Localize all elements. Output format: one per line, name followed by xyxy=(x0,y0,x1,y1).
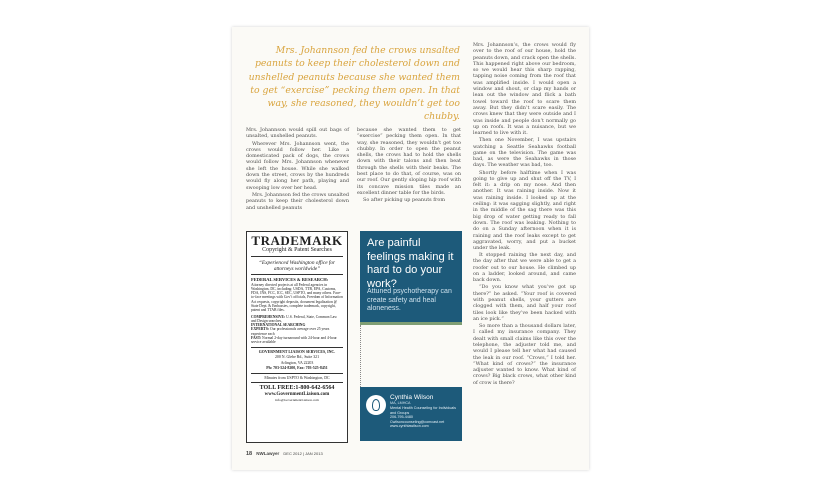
paragraph: Mrs. Johannson fed the crows unsalted peanuts to keep their cholesterol down and unshelled peanuts xyxy=(246,191,349,211)
counselor-contact xyxy=(390,406,460,429)
page-number: 18 xyxy=(246,451,253,457)
page-footer xyxy=(246,451,323,457)
paragraph: Mrs. Johannson would spill out bags of unsalted, unshelled peanuts. xyxy=(246,127,349,140)
article-column-3 xyxy=(473,42,576,387)
ad-headline: Are painful feelings making it hard to do your work? xyxy=(367,237,454,290)
ad-tagline: “Experienced Washington office for attorneys worldwide” xyxy=(258,260,336,272)
fast-label: FAST: xyxy=(251,336,262,341)
toll-free-number: TOLL FREE:1-800-642-6564 xyxy=(259,385,335,392)
counseling-logo-icon xyxy=(366,395,386,415)
counselor-name: Cynthia Wilson xyxy=(390,394,434,401)
experts-text xyxy=(251,327,343,336)
international-label: INTERNATIONAL SEARCHING xyxy=(251,323,306,328)
section-text: Attorney directed projects at all Federal agencies in Washington, DC, including: USDA, TTB, EPA, Customs, FDA, INS, FCC, ICC, SEC, USPTO, and many others. Face-to-face meetings with Gov’t officials, Freedom of Information Act requests, copyright deposits, document legalization @ State Dept. & Embassies, complete trademark, copyright, patent and TTAB files. xyxy=(251,282,343,313)
paragraph: Wherever Mrs. Johannson went, the crows would follow her. Like a domesticated pack of dogs, the crows would follow Mrs. Johannson whenever she left the house. While she walked down the street, crows by the hundreds would fly along her path, playing and swooping low over her head. xyxy=(246,140,349,191)
counselor-credentials: MA, LMHCA xyxy=(390,401,411,405)
ad-website: www.GovernmentLiaison.com xyxy=(264,392,330,398)
section-heading: FEDERAL SERVICES & RESEARCH: xyxy=(251,277,329,282)
paragraph: because she wanted them to get “exercise” pecking them open. In that way, she reasoned, they wouldn’t get too chubby. In order to open the peanut shells, the crows had to hold the shells down with their talons and then beat through the shells with their beaks. The best place to do that, of course, was on our roof. Our gently sloping hip roof with its concave mission tiles made an excellent dinner table for the birds. xyxy=(357,127,461,196)
paragraph: “Do you know what you’ve got up there?” he asked. “Your roof is covered with peanut shells, your gutters are clogged with them, and half your roof tiles look like they’ve been hacked with an ice pick.” xyxy=(473,284,576,322)
magazine-page xyxy=(232,27,589,470)
address-line-2: Arlington, VA 22203 xyxy=(280,360,314,365)
divider xyxy=(251,382,343,383)
experts-label: EXPERTS: xyxy=(251,327,270,332)
issue-date: DEC 2012 | JAN 2013 xyxy=(283,451,323,456)
ad-title: TRADEMARK xyxy=(251,233,343,248)
phone-fax: Ph: 703-524-8200, Fax: 703-525-8451 xyxy=(266,366,328,371)
company-name: GOVERNMENT LIAISON SERVICES, INC. xyxy=(258,349,336,354)
magazine-name: NWLawyer xyxy=(256,451,280,456)
ad-subtitle: Copyright & Patent Searches xyxy=(262,247,332,253)
address-line-1: 200 N. Glebe Rd., Suite 321 xyxy=(274,355,320,360)
fast-desc: Normal 2-day turnaround with 24-hour and 4-hour service available xyxy=(251,336,337,345)
ad-subtext: Attuned psychotherapy can create safety and heal aloneness. xyxy=(367,288,452,313)
experts-desc: Our professionals average over 25 years experience each xyxy=(251,327,330,336)
paragraph: So more than a thousand dollars later, I called my insurance company. They dealt with small claims like this over the telephone, the adjuster told me, and would I please tell her what had caused the leak in our roof. “Crows,” I told her. “What kind of crows?” the insurance adjuster wanted to know. What kind of crows? Big black crows, what other kind of crow is there? xyxy=(473,323,576,386)
counselor-website: www.cynthiawilson.com xyxy=(390,424,429,429)
divider xyxy=(251,256,343,257)
paragraph: Shortly before halftime when I was going to give up and shut off the TV, I felt it: a drip on my nose. And then another. It was raining inside. Now it was raining inside. I looked up at the ceiling: it was sagging slightly, and right in the middle of the sag there was this big drop of water getting ready to fall down. The roof was leaking. Nothing to do on a Sunday afternoon when it is raining and the roof leaks except to get aggravated, worry, and put a bucket under the leak. xyxy=(473,169,576,252)
divider xyxy=(251,373,343,374)
paragraph: It stopped raining the next day, and the day after that we were able to get a roofer out to our house. He climbed up on a ladder, looked around, and came back down. xyxy=(473,252,576,284)
comprehensive-desc: U.S. Federal, State, Common Law and Design searches, xyxy=(251,314,337,323)
minutes-note: Minutes from USPTO & Washington, DC xyxy=(264,375,330,380)
service-description: Mental Health Counseling for Individuals and Groups xyxy=(390,406,457,415)
paragraph: Mrs. Johannson’s, the crows would fly over to the roof of our house, hold the peanuts down, and crack open the shells. This happened right above our bedroom, so we would hear this sharp rapping, tapping noise coming from the roof that was amplified inside. I would open a window and shout, or clap my hands or lean out the window and flick a bath towel toward the roof to scare them away. But they didn’t scare easily. The crows knew that they were outside and I was inside and people don’t normally go up on roofs. It was a nuisance, but we learned to live with it. xyxy=(473,42,576,137)
therapy-ad-top xyxy=(360,231,462,322)
counselor-phone: 206-795-4480 xyxy=(390,415,413,420)
comprehensive-label: COMPREHENSIVE: xyxy=(251,314,286,319)
divider xyxy=(251,347,343,348)
trademark-ad xyxy=(246,231,348,443)
paragraph: Then one November, I was upstairs watching a Seattle Seahawks football game on the television. The game was bad, as were the Seahawks in those days. The weather was bad, too. xyxy=(473,137,576,169)
ad-image-area xyxy=(360,325,462,387)
ad-email: info@GovernmentLiaison.com xyxy=(275,398,319,403)
fast-text xyxy=(251,336,343,345)
pull-quote: Mrs. Johannson fed the crows unsalted peanuts to keep their cholesterol down and unshelled peanuts because she wanted them to get “exercise” pecking them open. In that way, she reasoned, they wouldn’t get too chubby. xyxy=(248,45,460,123)
article-column-2 xyxy=(357,127,461,205)
article-column-1 xyxy=(246,127,349,212)
comprehensive-text xyxy=(251,315,343,324)
paragraph: So after picking up peanuts from xyxy=(363,197,445,204)
therapy-ad-bottom xyxy=(360,387,462,441)
counselor-email: Cwilsoncounseling@comcast.net xyxy=(390,419,445,424)
divider xyxy=(251,274,343,275)
